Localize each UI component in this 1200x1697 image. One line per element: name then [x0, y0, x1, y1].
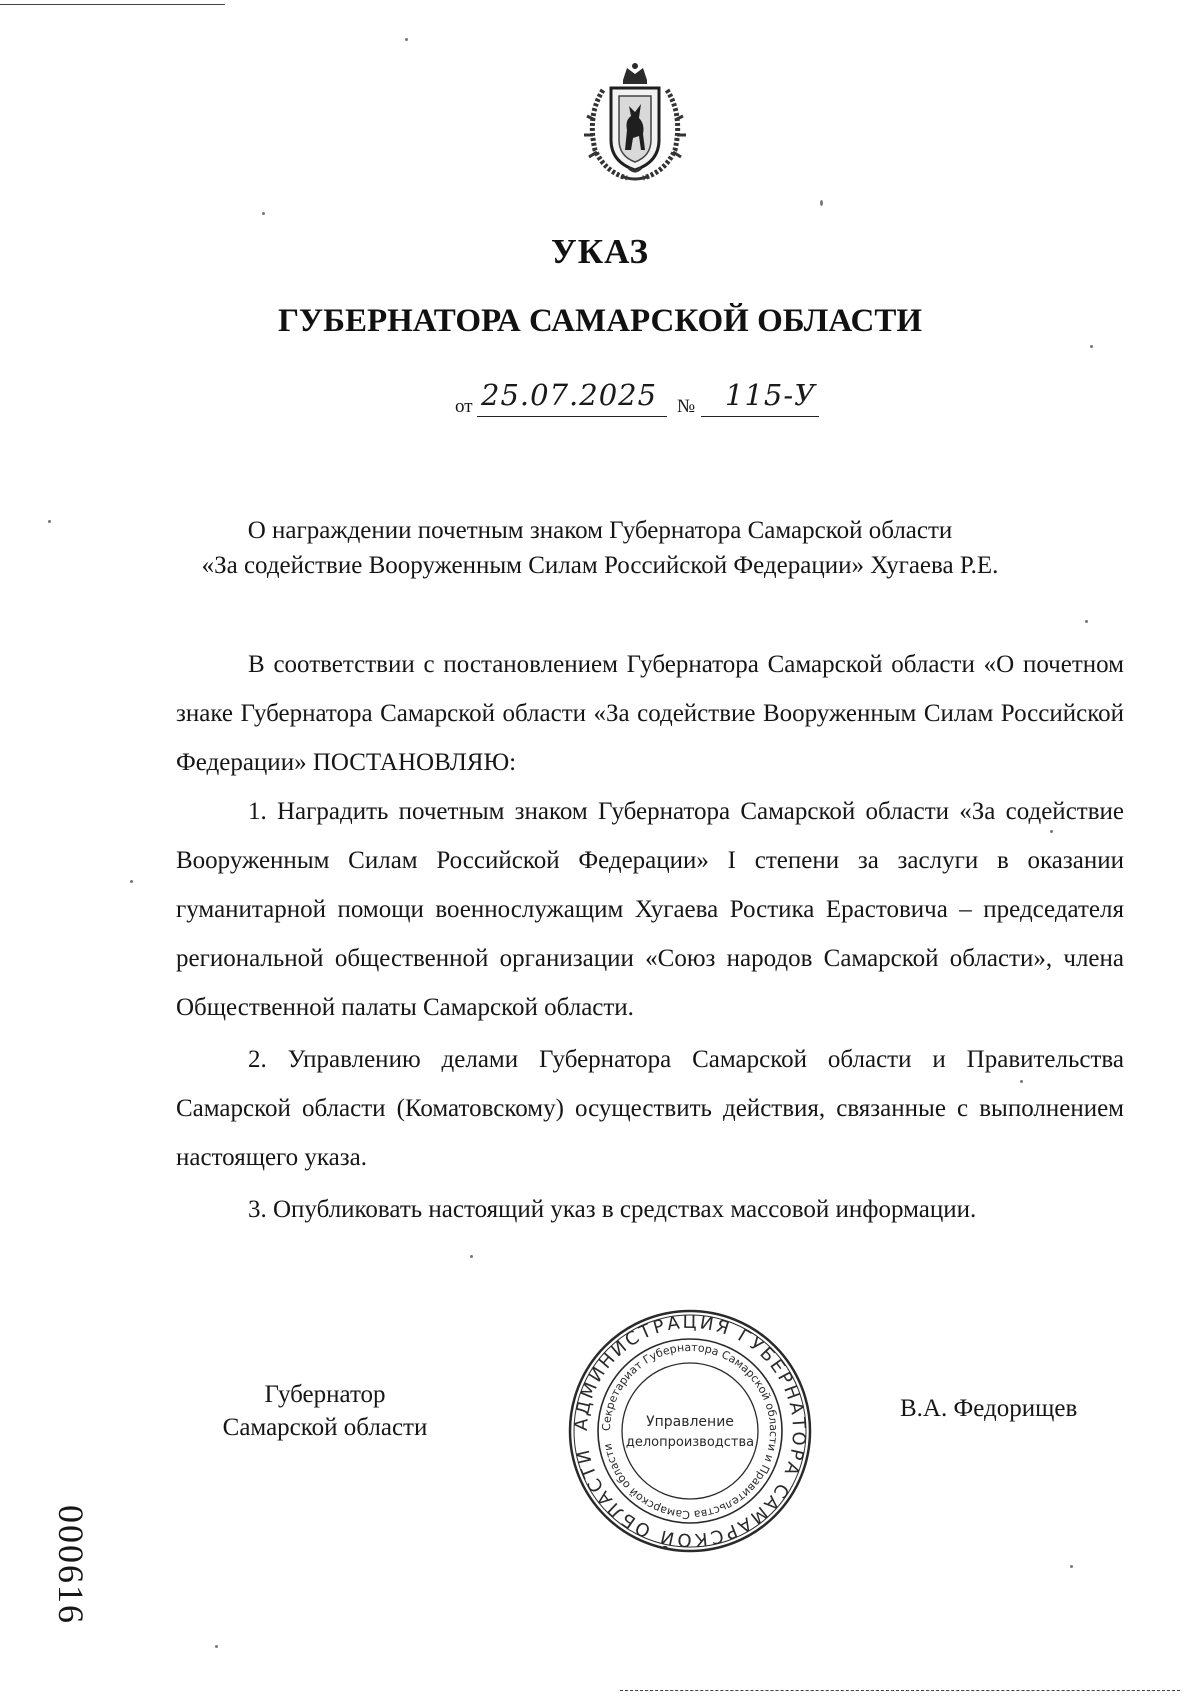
issuer-title: ГУБЕРНАТОРА САМАРСКОЙ ОБЛАСТИ	[277, 303, 923, 339]
position-line-1: Губернатор	[264, 1381, 386, 1408]
scan-edge-line-bottom	[620, 1690, 1180, 1691]
date-prefix: от	[455, 396, 473, 417]
scan-edge-line-top	[0, 4, 225, 5]
stamp-inner-text: Секретариат Губернатора Самарской области и Правительства Самарской области	[599, 1340, 781, 1522]
signatory-name: В.А. Федорищев	[900, 1395, 1078, 1422]
position-line-2: Самарской области	[222, 1414, 428, 1441]
scan-dot	[1020, 1080, 1023, 1083]
side-registration-number: 000616	[51, 1505, 91, 1625]
scan-dot	[1085, 620, 1088, 623]
number-prefix: №	[677, 396, 696, 417]
signatory-position	[195, 1378, 455, 1444]
date-underline	[477, 416, 667, 417]
scan-dot	[470, 1255, 473, 1258]
stamp-outer-text: АДМИНИСТРАЦИЯ ГУБЕРНАТОРА САМАРСКОЙ ОБЛАСТИ	[570, 1311, 810, 1551]
scan-dot	[130, 880, 133, 883]
decree-body	[176, 640, 1124, 1234]
handwritten-date: 25.07.2025	[481, 378, 658, 412]
coat-of-arms-emblem	[575, 60, 695, 185]
scan-dot	[1090, 345, 1093, 348]
scan-dot	[215, 1645, 218, 1648]
svg-text:Секретариат Губернатора Самарс	[600, 1341, 780, 1521]
handwritten-number: 115-У	[725, 378, 817, 412]
stamp-center-line-2: делопроизводства	[625, 1435, 755, 1450]
scan-dot	[1050, 830, 1053, 833]
item-2-paragraph: 2. Управлению делами Губернатора Самарской области и Правительства Самарской области (Коматовскому) осуществить действия, связанные с выполнением настоящего указа.	[176, 1046, 1124, 1171]
preamble-paragraph: В соответствии с постановлением Губернатора Самарской области «О почетном знаке Губернатора Самарской области «За содействие Вооруженным Силам Российской Федерации» ПОСТАНОВЛЯЮ:	[176, 651, 1124, 776]
scan-dot	[48, 520, 51, 523]
scan-dot	[262, 212, 265, 215]
decree-subject	[0, 513, 1200, 583]
scan-dot	[405, 38, 408, 41]
scan-dot	[1070, 1565, 1073, 1568]
official-stamp	[565, 1306, 815, 1556]
item-3-paragraph: 3. Опубликовать настоящий указ в средствах массовой информации.	[248, 1196, 977, 1223]
subject-line-1: О награждении почетным знаком Губернатора Самарской области	[247, 517, 953, 544]
document-type-title: УКАЗ	[551, 232, 649, 271]
scan-dot	[820, 200, 823, 206]
item-1-paragraph: 1. Наградить почетным знаком Губернатора Самарской области «За содействие Вооруженным Силам Российской Федерации» I степени за заслуги в оказании гуманитарной помощи военнослужащим Хугаева Ростика Ерастовича – председателя региональной общественной организации «Союз народов Самарской области», члена Общественной палаты Самарской области.	[176, 798, 1124, 1021]
date-number-line	[455, 378, 855, 418]
stamp-center-line-1: Управление	[646, 1414, 734, 1430]
subject-line-2: «За содействие Вооруженным Силам Российской Федерации» Хугаева Р.Е.	[201, 552, 999, 579]
number-underline	[701, 416, 819, 417]
